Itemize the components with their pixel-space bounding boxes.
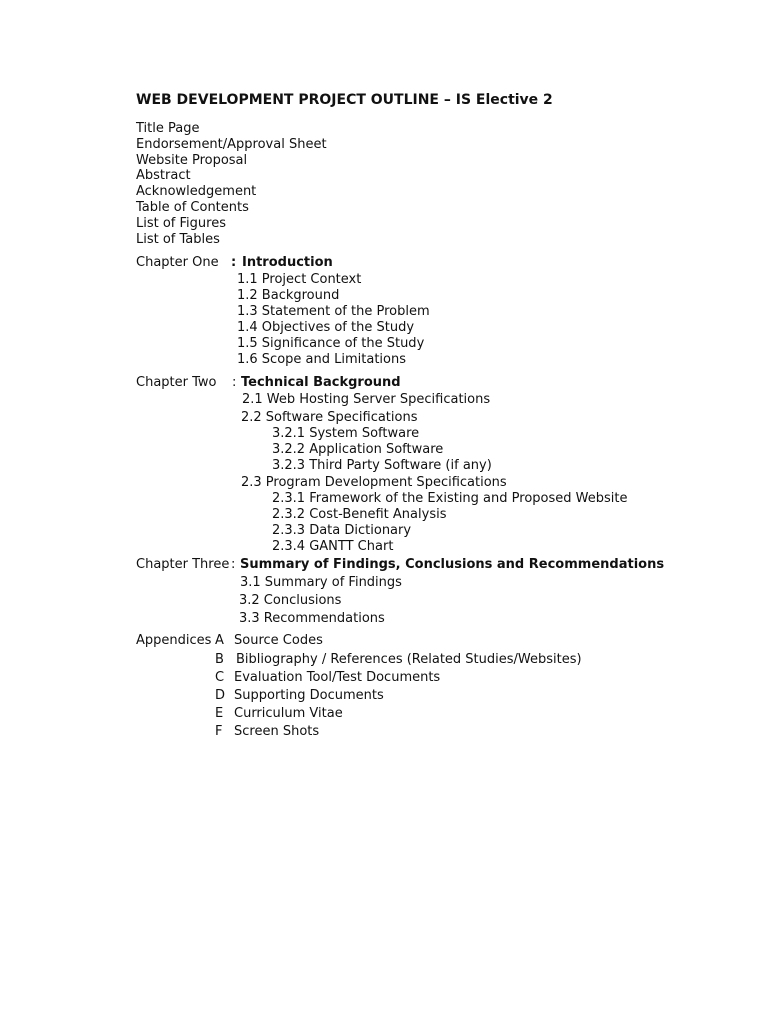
appendix-item: Supporting Documents xyxy=(234,688,384,703)
front-matter-item: Website Proposal xyxy=(136,153,248,168)
chapter-two-title: Technical Background xyxy=(241,375,401,390)
front-matter-item: List of Tables xyxy=(136,232,220,247)
subsection-item: 2.3.1 Framework of the Existing and Proposed Website xyxy=(272,491,628,506)
section-item: 1.2 Background xyxy=(237,288,340,303)
appendix-item: Bibliography / References (Related Studies/Websites) xyxy=(236,652,582,667)
chapter-three-separator: : xyxy=(231,557,236,572)
section-item: 3.3 Recommendations xyxy=(239,611,385,626)
appendix-item: Curriculum Vitae xyxy=(234,706,343,721)
chapter-three-title: Summary of Findings, Conclusions and Recommendations xyxy=(240,557,665,572)
subsection-item: 3.2.1 System Software xyxy=(272,426,420,441)
section-item: 3.2 Conclusions xyxy=(239,593,342,608)
section-item: 2.1 Web Hosting Server Specifications xyxy=(242,392,491,407)
front-matter-item: Abstract xyxy=(136,168,191,183)
front-matter-item: Table of Contents xyxy=(136,200,249,215)
chapter-three-label: Chapter Three xyxy=(136,557,230,572)
appendix-letter: C xyxy=(215,670,225,685)
subsection-item: 2.3.4 GANTT Chart xyxy=(272,539,394,554)
appendix-item: Source Codes xyxy=(234,633,323,648)
chapter-two-separator: : xyxy=(232,375,237,390)
section-item: 2.2 Software Specifications xyxy=(241,410,418,425)
section-item: 1.6 Scope and Limitations xyxy=(237,352,406,367)
appendix-letter: F xyxy=(215,724,223,739)
front-matter-item: Title Page xyxy=(136,121,200,136)
front-matter-item: List of Figures xyxy=(136,216,226,231)
appendix-letter: A xyxy=(215,633,224,648)
appendix-letter: D xyxy=(215,688,226,703)
subsection-item: 2.3.3 Data Dictionary xyxy=(272,523,412,538)
appendix-letter: E xyxy=(215,706,224,721)
appendix-item: Evaluation Tool/Test Documents xyxy=(234,670,441,685)
front-matter-item: Endorsement/Approval Sheet xyxy=(136,137,327,152)
chapter-one-separator: : xyxy=(231,255,237,270)
subsection-item: 3.2.3 Third Party Software (if any) xyxy=(272,458,492,473)
appendix-letter: B xyxy=(215,652,224,667)
section-item: 1.4 Objectives of the Study xyxy=(237,320,415,335)
chapter-two-label: Chapter Two xyxy=(136,375,217,390)
subsection-item: 3.2.2 Application Software xyxy=(272,442,444,457)
section-item: 1.3 Statement of the Problem xyxy=(237,304,430,319)
front-matter-item: Acknowledgement xyxy=(136,184,257,199)
appendices-label: Appendices xyxy=(136,633,212,648)
chapter-one-title: Introduction xyxy=(242,255,333,270)
appendix-item: Screen Shots xyxy=(234,724,320,739)
section-item: 3.1 Summary of Findings xyxy=(240,575,402,590)
section-item: 1.5 Significance of the Study xyxy=(237,336,425,351)
section-item: 1.1 Project Context xyxy=(237,272,362,287)
subsection-item: 2.3.2 Cost-Benefit Analysis xyxy=(272,507,447,522)
page-title: WEB DEVELOPMENT PROJECT OUTLINE – IS Elective 2 xyxy=(136,92,553,108)
section-item: 2.3 Program Development Specifications xyxy=(241,475,507,490)
chapter-one-label: Chapter One xyxy=(136,255,219,270)
